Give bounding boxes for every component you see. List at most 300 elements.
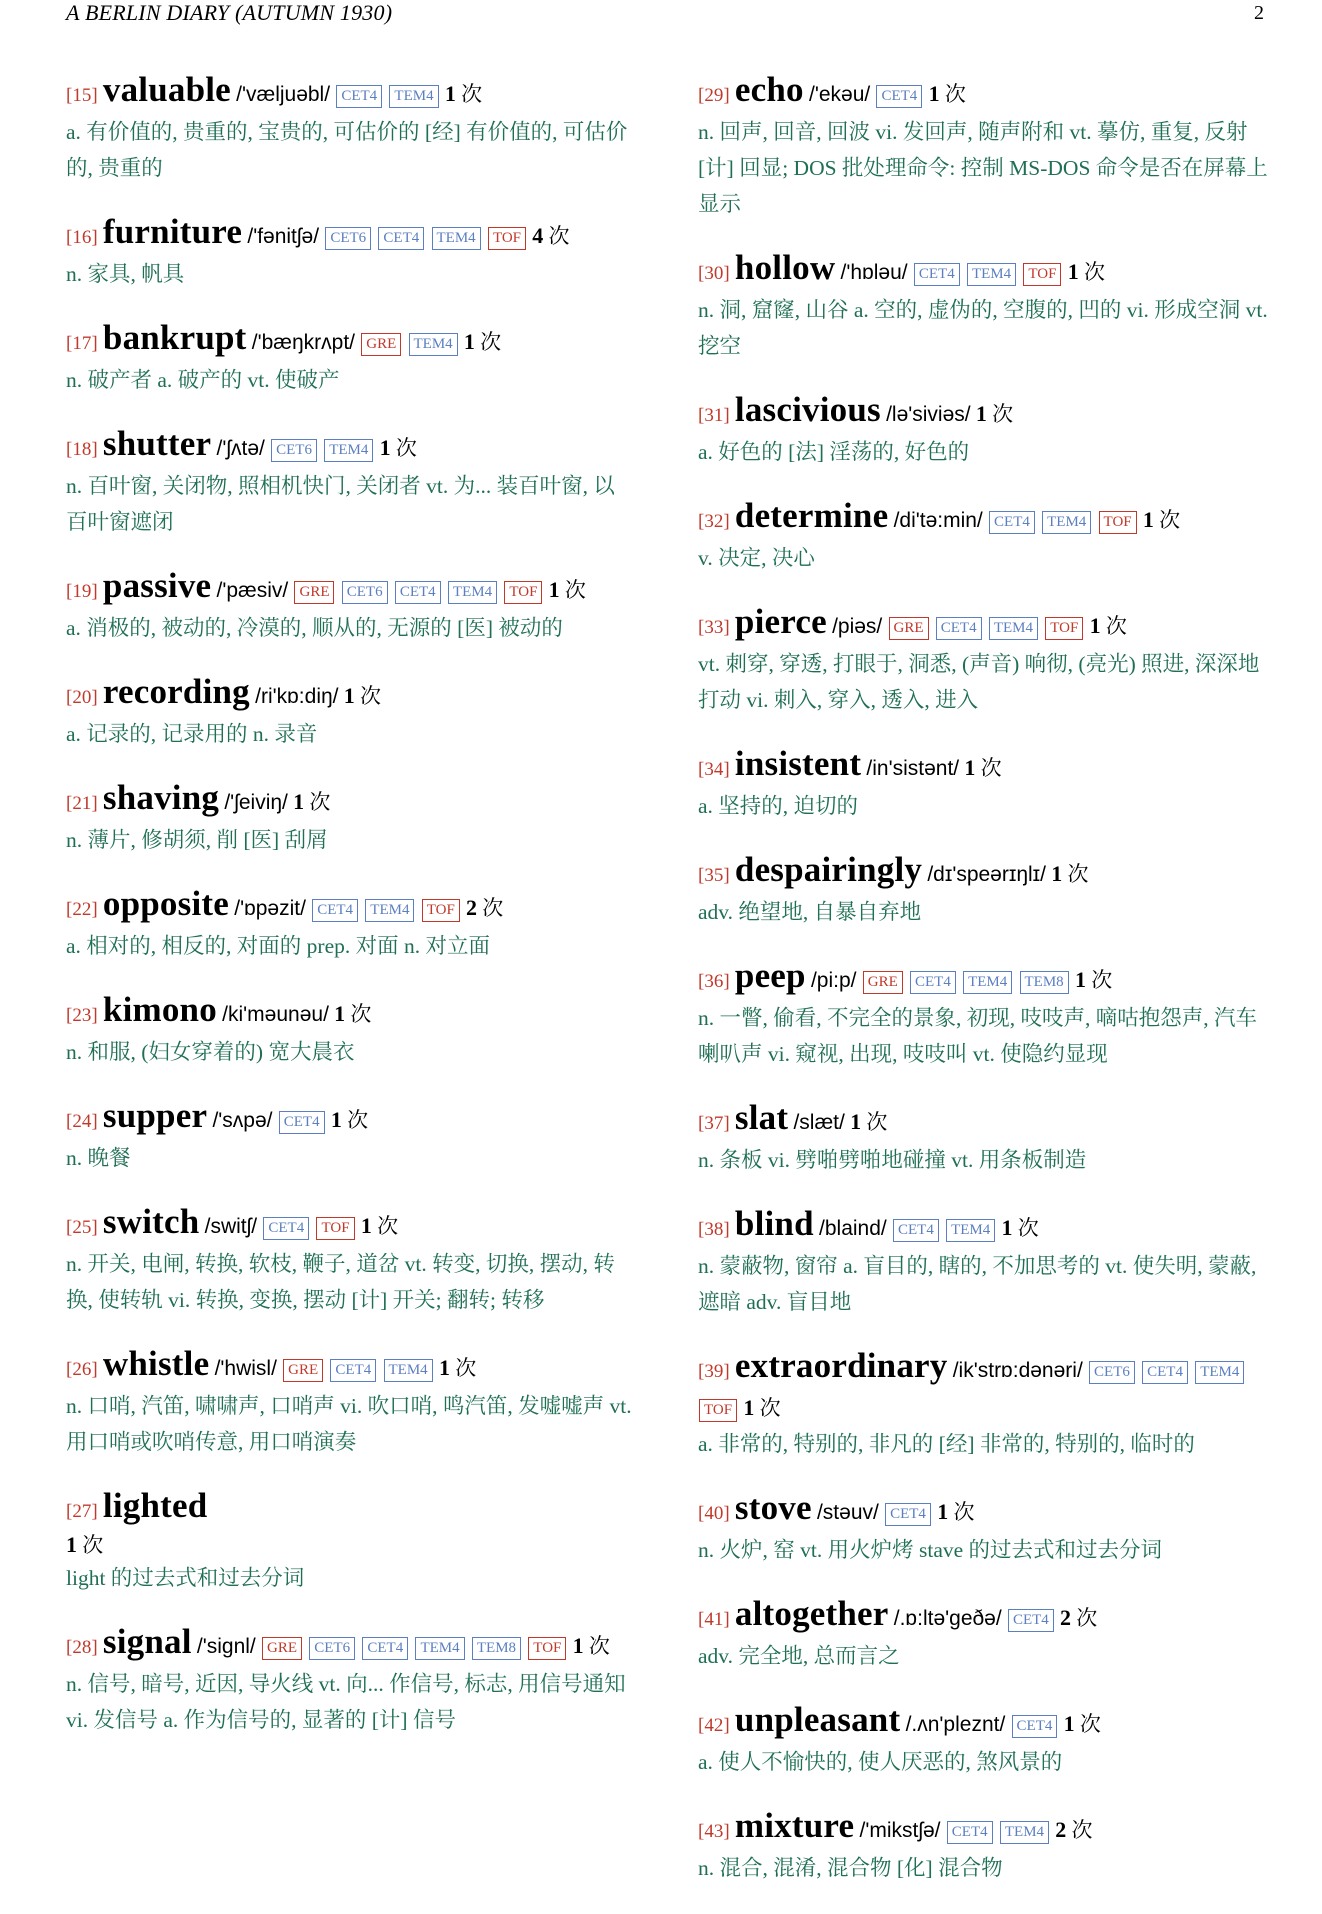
exam-tag: CET4 <box>263 1217 309 1240</box>
entry-index: [32] <box>698 511 730 532</box>
entry-index: [39] <box>698 1361 730 1382</box>
phonetic: /'mikstʃə/ <box>859 1819 941 1842</box>
entry-index: [15] <box>66 85 98 106</box>
headword: extraordinary <box>734 1346 948 1385</box>
entry-headline <box>66 214 636 256</box>
vocab-entry <box>66 674 636 752</box>
vocab-entry <box>66 992 636 1070</box>
count-number: 2 <box>466 895 478 920</box>
count-number: 1 <box>1063 1711 1075 1736</box>
exam-tag: GRE <box>889 617 929 640</box>
vocab-entry <box>698 958 1270 1072</box>
exam-tag: TOF <box>504 581 542 604</box>
occurrence-count <box>334 1002 371 1026</box>
count-unit: 次 <box>1091 968 1113 992</box>
left-column <box>66 72 636 1766</box>
definition: n. 口哨, 汽笛, 啸啸声, 口哨声 vi. 吹口哨, 鸣汽笛, 发嘘嘘声 vt. 用口哨或吹哨传意, 用口哨演奏 <box>66 1394 632 1454</box>
vocab-entry <box>66 1098 636 1176</box>
occurrence-count <box>1064 1712 1101 1736</box>
occurrence-count <box>464 330 501 354</box>
occurrence-count <box>850 1110 887 1134</box>
definition: n. 开关, 电闸, 转换, 软枝, 鞭子, 道岔 vt. 转变, 切换, 摆动, 转换, 使转轨 vi. 转换, 变换, 摆动 [计] 开关; 翻转; 转移 <box>66 1252 615 1312</box>
entry-headline <box>66 426 636 468</box>
exam-tag: CET4 <box>910 971 956 994</box>
count-unit: 次 <box>347 1108 369 1132</box>
phonetic: /piəs/ <box>832 615 883 638</box>
occurrence-count <box>743 1396 780 1420</box>
exam-tag: CET6 <box>1089 1361 1135 1384</box>
occurrence-count <box>66 1533 103 1557</box>
count-unit: 次 <box>1067 862 1089 886</box>
count-number: 1 <box>964 755 976 780</box>
headword: lighted <box>102 1486 208 1525</box>
count-unit: 次 <box>309 790 331 814</box>
entry-headline <box>66 1624 636 1666</box>
entry-headline <box>66 1098 636 1140</box>
entry-index: [29] <box>698 85 730 106</box>
entry-index: [42] <box>698 1715 730 1736</box>
headword: stove <box>734 1488 812 1527</box>
exam-tag: TOF <box>1023 263 1061 286</box>
occurrence-count <box>344 684 381 708</box>
entry-index: [26] <box>66 1359 98 1380</box>
exam-tag: CET6 <box>342 581 388 604</box>
definition: a. 有价值的, 贵重的, 宝贵的, 可估价的 [经] 有价值的, 可估价的, 贵重的 <box>66 120 628 180</box>
vocab-entry <box>66 320 636 398</box>
exam-tag: CET6 <box>271 439 317 462</box>
count-number: 1 <box>1089 613 1101 638</box>
headword: blind <box>734 1204 814 1243</box>
entry-headline <box>66 568 636 610</box>
headword: whistle <box>102 1344 210 1383</box>
headword: recording <box>102 672 250 711</box>
entry-headline <box>66 72 636 114</box>
entry-index: [37] <box>698 1113 730 1134</box>
occurrence-count <box>573 1634 610 1658</box>
count-unit: 次 <box>980 756 1002 780</box>
vocab-entry <box>66 214 636 292</box>
headword: determine <box>734 496 889 535</box>
count-unit: 次 <box>480 330 502 354</box>
count-unit: 次 <box>1076 1606 1098 1630</box>
phonetic: /.ɒ:ltə'geðə/ <box>893 1607 1002 1630</box>
vocab-entry <box>66 780 636 858</box>
phonetic: /'hɒləu/ <box>840 261 908 284</box>
entry-headline <box>698 1702 1270 1744</box>
definition: a. 使人不愉快的, 使人厌恶的, 煞风景的 <box>698 1750 1063 1774</box>
entry-headline <box>698 852 1270 894</box>
definition: n. 混合, 混淆, 混合物 [化] 混合物 <box>698 1856 1003 1880</box>
count-number: 1 <box>438 1355 450 1380</box>
headword: echo <box>734 70 804 109</box>
count-number: 2 <box>1060 1605 1072 1630</box>
occurrence-count <box>361 1214 398 1238</box>
definition: a. 消极的, 被动的, 冷漠的, 顺从的, 无源的 [医] 被动的 <box>66 616 563 640</box>
count-number: 1 <box>1067 259 1079 284</box>
vocab-entry <box>698 604 1270 718</box>
definition: n. 洞, 窟窿, 山谷 a. 空的, 虚伪的, 空腹的, 凹的 vi. 形成空洞 vt. 挖空 <box>698 298 1268 358</box>
exam-tag: TEM4 <box>1195 1361 1244 1384</box>
entry-headline <box>698 1100 1270 1142</box>
entry-index: [40] <box>698 1503 730 1524</box>
occurrence-count <box>439 1356 476 1380</box>
entry-headline <box>66 1488 636 1530</box>
count-number: 4 <box>532 223 544 248</box>
exam-tag: CET4 <box>1012 1715 1058 1738</box>
vocab-entry <box>698 72 1270 222</box>
exam-tag: CET4 <box>362 1637 408 1660</box>
entry-index: [31] <box>698 405 730 426</box>
exam-tag: TEM8 <box>472 1637 521 1660</box>
definition: n. 条板 vi. 劈啪劈啪地碰撞 vt. 用条板制造 <box>698 1148 1087 1172</box>
phonetic: /ki'məunəu/ <box>222 1003 329 1026</box>
count-number: 1 <box>293 789 305 814</box>
exam-tag: TOF <box>1099 511 1137 534</box>
exam-tag: TEM8 <box>1020 971 1069 994</box>
vocab-entry <box>698 1100 1270 1178</box>
phonetic: /slæt/ <box>793 1111 845 1134</box>
headword: signal <box>102 1622 192 1661</box>
definition: a. 相对的, 相反的, 对面的 prep. 对面 n. 对立面 <box>66 934 490 958</box>
definition: n. 信号, 暗号, 近因, 导火线 vt. 向... 作信号, 标志, 用信号通知 vi. 发信号 a. 作为信号的, 显著的 [计] 信号 <box>66 1672 626 1732</box>
count-number: 1 <box>1001 1215 1013 1240</box>
definition: n. 蒙蔽物, 窗帘 a. 盲目的, 瞎的, 不加思考的 vt. 使失明, 蒙蔽, 遮暗 adv. 盲目地 <box>698 1254 1257 1314</box>
running-title: A BERLIN DIARY (AUTUMN 1930) <box>66 0 393 25</box>
headword: altogether <box>734 1594 889 1633</box>
count-number: 1 <box>937 1499 949 1524</box>
headword: peep <box>734 956 806 995</box>
occurrence-count <box>1068 260 1105 284</box>
exam-tag: TEM4 <box>967 263 1016 286</box>
occurrence-count <box>380 436 417 460</box>
entry-index: [30] <box>698 263 730 284</box>
exam-tag: TOF <box>699 1399 737 1422</box>
definition: n. 和服, (妇女穿着的) 宽大晨衣 <box>66 1040 355 1064</box>
exam-tag: CET6 <box>325 227 371 250</box>
count-unit: 次 <box>461 82 483 106</box>
phonetic: /'ɒpəzit/ <box>234 897 306 920</box>
phonetic: /in'sistənt/ <box>866 757 960 780</box>
count-unit: 次 <box>759 1396 781 1420</box>
phonetic: /'ʃeiviŋ/ <box>224 791 288 814</box>
exam-tag: GRE <box>863 971 903 994</box>
definition: a. 记录的, 记录用的 n. 录音 <box>66 722 318 746</box>
phonetic: /'ekəu/ <box>809 83 871 106</box>
exam-tag: GRE <box>262 1637 302 1660</box>
entry-headline <box>66 780 636 822</box>
occurrence-count <box>466 896 503 920</box>
entry-index: [24] <box>66 1111 98 1132</box>
entry-index: [27] <box>66 1501 98 1522</box>
count-number: 1 <box>379 435 391 460</box>
vocab-entry <box>66 886 636 964</box>
count-unit: 次 <box>944 82 966 106</box>
count-unit: 次 <box>455 1356 477 1380</box>
occurrence-count <box>549 578 586 602</box>
entry-headline <box>698 392 1270 434</box>
vocab-entry <box>698 852 1270 930</box>
occurrence-count <box>1055 1818 1092 1842</box>
count-number: 1 <box>360 1213 372 1238</box>
vocab-entry <box>698 1206 1270 1320</box>
count-line <box>66 1530 636 1560</box>
vocab-entry <box>698 1808 1270 1886</box>
exam-tag: TEM4 <box>432 227 481 250</box>
entry-headline <box>698 72 1270 114</box>
definition: n. 百叶窗, 关闭物, 照相机快门, 关闭者 vt. 为... 装百叶窗, 以百叶窗遮闭 <box>66 474 615 534</box>
phonetic: /'ʃʌtə/ <box>216 437 265 460</box>
definition: adv. 完全地, 总而言之 <box>698 1644 900 1668</box>
count-unit: 次 <box>1017 1216 1039 1240</box>
page-number: 2 <box>1254 2 1264 24</box>
headword: bankrupt <box>102 318 247 357</box>
definition: a. 非常的, 特别的, 非凡的 [经] 非常的, 特别的, 临时的 <box>698 1432 1195 1456</box>
exam-tag: TEM4 <box>448 581 497 604</box>
count-unit: 次 <box>866 1110 888 1134</box>
exam-tag: CET4 <box>936 617 982 640</box>
count-number: 1 <box>1051 861 1063 886</box>
count-unit: 次 <box>992 402 1014 426</box>
entry-headline <box>66 320 636 362</box>
exam-tag: GRE <box>283 1359 323 1382</box>
entry-index: [43] <box>698 1821 730 1842</box>
headword: opposite <box>102 884 229 923</box>
right-column <box>698 72 1270 1914</box>
exam-tag: CET4 <box>876 85 922 108</box>
definition: adv. 绝望地, 自暴自弃地 <box>698 900 922 924</box>
occurrence-count <box>1090 614 1127 638</box>
phonetic: /di'tə:min/ <box>893 509 983 532</box>
phonetic: /lə'siviəs/ <box>886 403 971 426</box>
occurrence-count <box>293 790 330 814</box>
count-unit: 次 <box>548 224 570 248</box>
count-unit: 次 <box>953 1500 975 1524</box>
entry-headline <box>698 958 1270 1000</box>
vocab-entry <box>66 426 636 540</box>
definition: vt. 刺穿, 穿透, 打眼于, 洞悉, (声音) 响彻, (亮光) 照进, 深深地打动 vi. 刺入, 穿入, 透入, 进入 <box>698 652 1260 712</box>
entry-index: [17] <box>66 333 98 354</box>
count-number: 1 <box>463 329 475 354</box>
definition: n. 火炉, 窑 vt. 用火炉烤 stave 的过去式和过去分词 <box>698 1538 1163 1562</box>
vocab-entry <box>698 1596 1270 1674</box>
count-number: 1 <box>444 81 456 106</box>
entry-headline <box>66 992 636 1034</box>
count-number: 1 <box>334 1001 346 1026</box>
occurrence-count <box>1143 508 1180 532</box>
definition: n. 晚餐 <box>66 1146 131 1170</box>
count-unit: 次 <box>360 684 381 708</box>
entry-index: [21] <box>66 793 98 814</box>
vocab-entry <box>66 1204 636 1318</box>
entry-headline <box>698 1206 1270 1248</box>
vocab-entry <box>698 1490 1270 1568</box>
count-number: 1 <box>572 1633 584 1658</box>
entry-index: [41] <box>698 1609 730 1630</box>
headword: hollow <box>734 248 836 287</box>
vocab-entry <box>698 1702 1270 1780</box>
definition: n. 一瞥, 偷看, 不完全的景象, 初现, 吱吱声, 嘀咕抱怨声, 汽车喇叭声 vi. 窥视, 出现, 吱吱叫 vt. 使隐约显现 <box>698 1006 1258 1066</box>
phonetic: /blaind/ <box>819 1217 887 1240</box>
entry-index: [34] <box>698 759 730 780</box>
count-unit: 次 <box>588 1634 610 1658</box>
exam-tag: TEM4 <box>989 617 1038 640</box>
exam-tag: CET4 <box>330 1359 376 1382</box>
exam-tag: TEM4 <box>946 1219 995 1242</box>
count-unit: 次 <box>377 1214 399 1238</box>
phonetic: /'bæŋkrʌpt/ <box>251 331 355 354</box>
vocab-entry <box>698 746 1270 824</box>
definition: n. 薄片, 修胡须, 削 [医] 刮屑 <box>66 828 328 852</box>
vocab-entry <box>66 1488 636 1596</box>
count-unit: 次 <box>1159 508 1181 532</box>
exam-tag: TOF <box>528 1637 566 1660</box>
exam-tag: CET4 <box>1142 1361 1188 1384</box>
entry-headline <box>698 1808 1270 1850</box>
phonetic: /stəuv/ <box>816 1501 879 1524</box>
headword: passive <box>102 566 212 605</box>
exam-tag: CET4 <box>312 899 358 922</box>
exam-tag: CET4 <box>378 227 424 250</box>
phonetic: /'fənitʃə/ <box>247 225 320 248</box>
headword: lascivious <box>734 390 881 429</box>
entry-index: [36] <box>698 971 730 992</box>
vocab-entry <box>698 498 1270 576</box>
phonetic: /'hwisl/ <box>214 1357 277 1380</box>
phonetic: /'signl/ <box>196 1635 256 1658</box>
exam-tag: TOF <box>1045 617 1083 640</box>
occurrence-count <box>937 1500 974 1524</box>
count-unit: 次 <box>564 578 586 602</box>
exam-tag: TEM4 <box>963 971 1012 994</box>
entry-index: [25] <box>66 1217 98 1238</box>
count-number: 1 <box>343 683 355 708</box>
exam-tag: TEM4 <box>409 333 458 356</box>
definition: light 的过去式和过去分词 <box>66 1566 305 1590</box>
count-number: 1 <box>548 577 560 602</box>
entry-index: [22] <box>66 899 98 920</box>
vocab-entry <box>66 1346 636 1460</box>
vocab-entry <box>698 392 1270 470</box>
vocab-entry <box>698 1348 1270 1462</box>
phonetic: /.ʌn'pleznt/ <box>905 1713 1006 1736</box>
exam-tag: CET4 <box>336 85 382 108</box>
count-unit: 次 <box>1105 614 1127 638</box>
entry-index: [38] <box>698 1219 730 1240</box>
entry-headline <box>698 1596 1270 1638</box>
exam-tag: TEM4 <box>389 85 438 108</box>
occurrence-count <box>331 1108 368 1132</box>
entry-headline <box>698 604 1270 646</box>
entry-headline <box>698 498 1270 540</box>
exam-tag: CET4 <box>885 1503 931 1526</box>
occurrence-count <box>976 402 1013 426</box>
occurrence-count <box>1002 1216 1039 1240</box>
headword: insistent <box>734 744 862 783</box>
entry-headline <box>698 1348 1270 1426</box>
definition: n. 破产者 a. 破产的 vt. 使破产 <box>66 368 340 392</box>
entry-index: [28] <box>66 1637 98 1658</box>
vocab-entry <box>66 72 636 186</box>
headword: pierce <box>734 602 827 641</box>
entry-index: [23] <box>66 1005 98 1026</box>
exam-tag: TEM4 <box>324 439 373 462</box>
exam-tag: CET4 <box>947 1821 993 1844</box>
entry-index: [35] <box>698 865 730 886</box>
count-number: 2 <box>1055 1817 1067 1842</box>
definition: a. 坚持的, 迫切的 <box>698 794 859 818</box>
exam-tag: TOF <box>316 1217 354 1240</box>
headword: shaving <box>102 778 220 817</box>
headword: slat <box>734 1098 789 1137</box>
headword: despairingly <box>734 850 923 889</box>
occurrence-count <box>532 224 569 248</box>
exam-tag: TEM4 <box>415 1637 464 1660</box>
count-number: 1 <box>1074 967 1086 992</box>
entry-index: [16] <box>66 227 98 248</box>
occurrence-count <box>929 82 966 106</box>
definition: n. 回声, 回音, 回波 vi. 发回声, 随声附和 vt. 摹仿, 重复, 反射 [计] 回显; DOS 批处理命令: 控制 MS-DOS 命令是否在屏幕上显示 <box>698 120 1268 216</box>
count-unit: 次 <box>395 436 417 460</box>
exam-tag: CET4 <box>989 511 1035 534</box>
count-unit: 次 <box>1071 1818 1093 1842</box>
headword: furniture <box>102 212 243 251</box>
phonetic: /switʃ/ <box>204 1215 258 1238</box>
exam-tag: GRE <box>294 581 334 604</box>
entry-index: [18] <box>66 439 98 460</box>
count-number: 1 <box>975 401 987 426</box>
count-unit: 次 <box>350 1002 372 1026</box>
occurrence-count <box>445 82 482 106</box>
entry-index: [20] <box>66 687 98 708</box>
occurrence-count <box>964 756 1001 780</box>
exam-tag: CET4 <box>914 263 960 286</box>
count-number: 1 <box>928 81 940 106</box>
exam-tag: CET4 <box>893 1219 939 1242</box>
count-number: 1 <box>330 1107 342 1132</box>
count-number: 1 <box>743 1395 755 1420</box>
vocab-entry <box>698 250 1270 364</box>
occurrence-count <box>1060 1606 1097 1630</box>
count-number: 1 <box>850 1109 862 1134</box>
definition: v. 决定, 决心 <box>698 546 815 570</box>
headword: switch <box>102 1202 200 1241</box>
exam-tag: GRE <box>361 333 401 356</box>
phonetic: /'sʌpə/ <box>212 1109 273 1132</box>
occurrence-count <box>1051 862 1088 886</box>
exam-tag: TEM4 <box>384 1359 433 1382</box>
entry-headline <box>66 1204 636 1246</box>
exam-tag: TOF <box>422 899 460 922</box>
exam-tag: CET4 <box>279 1111 325 1134</box>
entry-headline <box>66 886 636 928</box>
entry-headline <box>66 674 636 716</box>
occurrence-count <box>1075 968 1112 992</box>
exam-tag: CET6 <box>309 1637 355 1660</box>
phonetic: /ri'kɒ:diŋ/ <box>255 685 339 708</box>
phonetic: /'væljuəbl/ <box>236 83 331 106</box>
phonetic: /ik'strɒ:dənəri/ <box>952 1359 1083 1382</box>
count-unit: 次 <box>82 1533 104 1557</box>
count-unit: 次 <box>482 896 504 920</box>
entry-headline <box>698 250 1270 292</box>
headword: unpleasant <box>734 1700 901 1739</box>
exam-tag: TEM4 <box>365 899 414 922</box>
headword: shutter <box>102 424 212 463</box>
phonetic: /dɪ'speərɪŋlɪ/ <box>927 863 1046 886</box>
entry-headline <box>66 1346 636 1388</box>
headword: kimono <box>102 990 217 1029</box>
headword: valuable <box>102 70 231 109</box>
